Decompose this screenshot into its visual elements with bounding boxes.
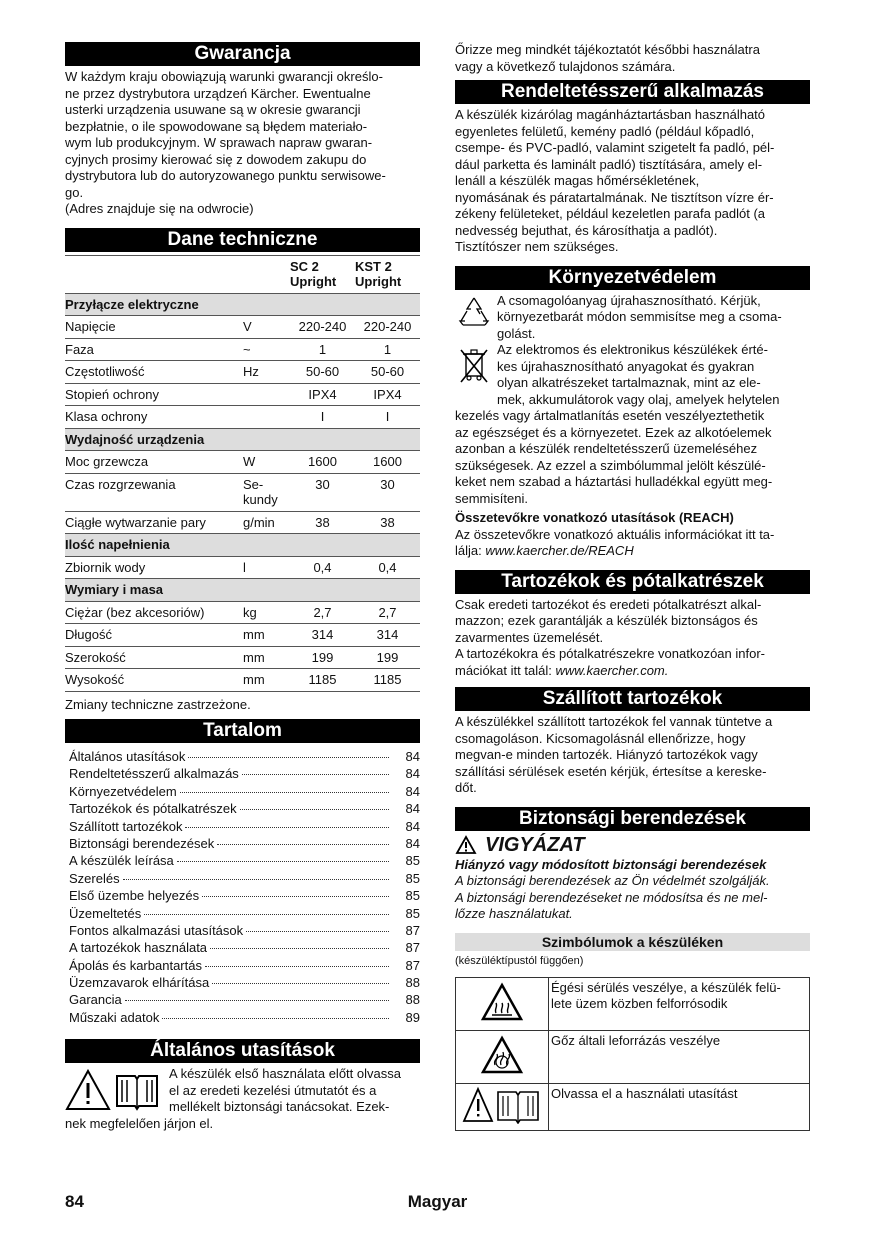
toc-item-title: Üzemzavarok elhárítása [69, 975, 210, 991]
toc-item[interactable] [65, 766, 420, 783]
weee-row [455, 342, 810, 408]
section-title-szallitott: Szállított tartozékok [455, 687, 810, 711]
toc-item-page: 87 [405, 922, 420, 938]
warning-heading [455, 834, 810, 857]
spec-row [65, 601, 420, 624]
toc-item[interactable] [65, 749, 420, 766]
symbols-note: (készüléktípustól függően) [455, 954, 584, 967]
spec-cell-v1: I [290, 406, 355, 429]
section-title-kornyezet: Környezetvédelem [455, 266, 810, 290]
reach-title: Összetevőkre vonatkozó utasítások (REACH) [455, 510, 734, 525]
page-number: 84 [65, 1192, 84, 1211]
spec-row [65, 556, 420, 579]
toc-item[interactable] [65, 888, 420, 905]
toc-item-title: Üzemeltetés [69, 905, 142, 921]
toc-item-page: 84 [405, 818, 420, 834]
toc-item-page: 84 [405, 783, 420, 799]
spec-cell-v2: 1185 [355, 669, 420, 692]
spec-row [65, 646, 420, 669]
spec-cell-v1: 1600 [290, 451, 355, 474]
tartozekok-text-body: Csak eredeti tartozékot és eredeti pótalkatrészt alkal- mazzon; ezek garantálják a készülék biztonságos és zavarmentes üzemelését. A tartozékokra és pótalkatrészekre vonatkozóan infor- mációkat itt talál: [455, 596, 765, 678]
toc-item-title: Ápolás és karbantartás [69, 957, 202, 973]
intro-text: Őrizze meg mindkét tájékoztatót későbbi használatra vagy a következő tulajdonos számára. [455, 42, 760, 74]
spec-cell-v1: 2,7 [290, 601, 355, 624]
spec-group-title: Przyłącze elektryczne [65, 293, 420, 316]
toc-item[interactable] [65, 958, 420, 975]
toc-item-page: 84 [405, 766, 420, 782]
toc-item[interactable] [65, 836, 420, 853]
toc-item[interactable] [65, 871, 420, 888]
section-title-tartozekok: Tartozékok és pótalkatrészek [455, 570, 810, 594]
toc-item-title: Környezetvédelem [69, 783, 177, 799]
toc-dots [217, 844, 389, 845]
toc-dots [125, 1000, 389, 1001]
section-title-biztonsagi: Biztonsági berendezések [455, 807, 810, 831]
toc-item[interactable] [65, 906, 420, 923]
spec-group-row [65, 579, 420, 602]
symbol-row-steam [456, 1031, 810, 1084]
spec-cell-unit: l [243, 556, 290, 579]
toc-item-title: A készülék leírása [69, 853, 174, 869]
weee-text-side: Az elektromos és elektronikus készülékek érté- kes újrahasznosítható anyagokat és gyakran olyan alkatrészeket tartalmaznak, mint az ele- mek, akkumulátorok vagy olaj, amelyek helytelen [497, 342, 780, 407]
table-of-contents [65, 749, 420, 1027]
spec-header-row [65, 255, 420, 293]
spec-cell-unit: mm [243, 669, 290, 692]
spec-cell-unit: kg [243, 601, 290, 624]
spec-cell-label: Klasa ochrony [65, 406, 243, 429]
section-title-dane: Dane techniczne [65, 228, 420, 252]
toc-item[interactable] [65, 784, 420, 801]
spec-cell-label: Długość [65, 624, 243, 647]
spec-cell-label: Stopień ochrony [65, 383, 243, 406]
spec-col-kst2: KST 2 Upright [355, 255, 420, 293]
caution-icon [455, 835, 477, 855]
recycle-icon [457, 295, 491, 329]
toc-item-title: Biztonsági berendezések [69, 835, 215, 851]
spec-note: Zmiany techniczne zastrzeżone. [65, 696, 251, 712]
spec-row [65, 361, 420, 384]
symbol-row-manual [456, 1084, 810, 1131]
spec-cell-v2: 220-240 [355, 316, 420, 339]
toc-dots [212, 983, 389, 984]
spec-cell-label: Ciągłe wytwarzanie pary [65, 511, 243, 534]
spec-row [65, 473, 420, 511]
reach-text [455, 527, 810, 560]
toc-dots [242, 774, 389, 775]
spec-cell-unit: Hz [243, 361, 290, 384]
rendeltetes-text: A készülék kizárólag magánháztartásban használható egyenletes felületű, kemény padló (például kőpadló, csempe- és PVC-padló, valamint szigetelt fa padló, pél- dául parketta és laminált padló) tisztítására, amely el- lenáll a készülék magas hőmérsékletének, nyomásának és páratartalmának. Ne tisztítson vízre ér- zékeny felületeket, például kezeletlen parafa padlót (a nedvesség bejuthat, és károsíthatja a padlót). Tisztítószer nem szükséges. [455, 107, 775, 254]
toc-item[interactable] [65, 1010, 420, 1027]
spec-cell-v2: 199 [355, 646, 420, 669]
toc-dots [246, 931, 389, 932]
spec-row [65, 338, 420, 361]
toc-item-page: 89 [405, 1009, 420, 1025]
spec-cell-v2: 1 [355, 338, 420, 361]
spec-group-row [65, 293, 420, 316]
spec-cell-v2: 314 [355, 624, 420, 647]
warning-text: A biztonsági berendezések az Ön védelmét szolgálják. A biztonsági berendezéseket ne módosítsa és ne mel- lőzze használatukat. [455, 873, 770, 921]
hot-surface-icon [480, 982, 524, 1022]
toc-item-title: Tartozékok és pótalkatrészek [69, 801, 237, 817]
spec-cell-unit: ~ [243, 338, 290, 361]
spec-cell-v2: 50-60 [355, 361, 420, 384]
toc-item-title: Garancia [69, 992, 122, 1008]
read-manual-icon [462, 1086, 542, 1124]
toc-item[interactable] [65, 975, 420, 992]
spec-cell-v1: 220-240 [290, 316, 355, 339]
toc-item[interactable] [65, 819, 420, 836]
warning-triangle-icon [65, 1068, 111, 1112]
toc-dots [210, 948, 389, 949]
symbols-table [455, 977, 810, 1131]
toc-item[interactable] [65, 940, 420, 957]
spec-col-sc2: SC 2 Upright [290, 255, 355, 293]
symbols-title: Szimbólumok a készüléken [455, 933, 810, 951]
toc-item-page: 88 [405, 992, 420, 1008]
toc-item-page: 85 [405, 870, 420, 886]
toc-dots [123, 879, 389, 880]
weee-text-full: kezelés vagy ártalmatlanítás esetén veszélyeztethetik az egészséget és a környezetet. Ezek az alkotóelemek azonban a készülék rendeltetésszerű üzemeléséhez szükségesek. Az ezzel a szimbólummal jelölt készülé- keket nem szabad a háztartási hulladékkal együtt meg- semmisíteni. [455, 408, 773, 506]
spec-cell-v2: 1600 [355, 451, 420, 474]
spec-cell-v1: 314 [290, 624, 355, 647]
reach-link[interactable]: www.kaercher.de/REACH [485, 543, 634, 558]
crossed-bin-icon [457, 346, 491, 386]
toc-item-title: Szerelés [69, 870, 120, 886]
spec-cell-v1: 30 [290, 473, 355, 511]
section-title-altalanos: Általános utasítások [65, 1039, 420, 1063]
spec-cell-unit: V [243, 316, 290, 339]
tartozekok-text [455, 597, 810, 680]
spec-cell-unit: Se- kundy [243, 473, 290, 511]
toc-item-title: A tartozékok használata [69, 940, 208, 956]
recycle-row [455, 293, 810, 343]
altalanos-text-full: nek megfelelően járjon el. [65, 1115, 214, 1131]
altalanos-row [65, 1066, 420, 1116]
spec-group-row [65, 428, 420, 451]
toc-dots [202, 896, 389, 897]
section-title-gwarancja: Gwarancja [65, 42, 420, 66]
altalanos-text-side: A készülék első használata előtt olvassa el az eredeti kezelési útmutatót és a mellékelt biztonsági tanácsokat. Ezek- [169, 1066, 401, 1115]
spec-cell-label: Faza [65, 338, 243, 361]
toc-dots [177, 861, 389, 862]
toc-dots [144, 914, 389, 915]
spec-cell-unit: mm [243, 624, 290, 647]
steam-scald-icon [480, 1035, 524, 1075]
spec-cell-v1: 1185 [290, 669, 355, 692]
spec-cell-unit [243, 383, 290, 406]
szallitott-text: A készülékkel szállított tartozékok fel vannak tüntetve a csomagoláson. Kicsomagolásnál ellenőrizze, hogy megvan-e minden tartozék. Hiányzó tartozékok vagy szállítási sérülések esetén kérjük, értesítse a kereske- dőt. [455, 714, 773, 795]
toc-item-title: Rendeltetésszerű alkalmazás [69, 766, 239, 782]
spec-cell-v1: 1 [290, 338, 355, 361]
spec-group-title: Ilość napełnienia [65, 534, 420, 557]
spec-cell-label: Moc grzewcza [65, 451, 243, 474]
left-column [65, 42, 420, 1132]
spec-cell-label: Zbiornik wody [65, 556, 243, 579]
toc-dots [180, 792, 389, 793]
toc-dots [188, 757, 389, 758]
spec-row [65, 383, 420, 406]
toc-item-title: Fontos alkalmazási utasítások [69, 922, 244, 938]
manual-book-icon [113, 1068, 161, 1112]
toc-item-page: 84 [405, 835, 420, 851]
toc-item-page: 87 [405, 940, 420, 956]
section-title-rendeltetes: Rendeltetésszerű alkalmazás [455, 80, 810, 104]
symbol-row-hot [456, 978, 810, 1031]
page-language: Magyar [407, 1192, 468, 1211]
spec-cell-unit: mm [243, 646, 290, 669]
spec-cell-v2: 38 [355, 511, 420, 534]
spec-cell-label: Szerokość [65, 646, 243, 669]
spec-cell-v1: 38 [290, 511, 355, 534]
toc-dots [185, 827, 389, 828]
toc-dots [240, 809, 389, 810]
spec-cell-v2: 30 [355, 473, 420, 511]
spec-cell-label: Czas rozgrzewania [65, 473, 243, 511]
toc-item-page: 84 [405, 749, 420, 764]
spec-row [65, 316, 420, 339]
spec-group-title: Wymiary i masa [65, 579, 420, 602]
toc-item-page: 85 [405, 905, 420, 921]
reach-text-body: Az összetevőkre vonatkozó aktuális információkat itt ta- lálja: [455, 526, 775, 558]
right-column [455, 42, 810, 1131]
toc-item-page: 85 [405, 888, 420, 904]
spec-cell-unit: g/min [243, 511, 290, 534]
spec-cell-v1: IPX4 [290, 383, 355, 406]
spec-cell-unit: W [243, 451, 290, 474]
section-title-tartalom: Tartalom [65, 719, 420, 743]
spec-cell-v2: IPX4 [355, 383, 420, 406]
symbol-text-manual: Olvassa el a használati utasítást [549, 1084, 810, 1131]
spec-row [65, 669, 420, 692]
toc-item-title: Műszaki adatok [69, 1009, 160, 1025]
spec-cell-v1: 50-60 [290, 361, 355, 384]
spec-row [65, 624, 420, 647]
spec-cell-v2: I [355, 406, 420, 429]
toc-item-title: Első üzembe helyezés [69, 888, 200, 904]
symbol-text-steam: Gőz általi leforrázás veszélye [549, 1031, 810, 1084]
recycle-text: A csomagolóanyag újrahasznosítható. Kérjük, környezetbarát módon semmisítse meg a csoma- golást. [497, 292, 782, 341]
spec-cell-unit [243, 406, 290, 429]
spec-cell-v1: 0,4 [290, 556, 355, 579]
toc-item-page: 85 [405, 853, 420, 869]
spec-cell-label: Ciężar (bez akcesoriów) [65, 601, 243, 624]
spec-cell-label: Napięcie [65, 316, 243, 339]
spec-cell-v1: 199 [290, 646, 355, 669]
spec-cell-v2: 0,4 [355, 556, 420, 579]
toc-item[interactable] [65, 853, 420, 870]
spec-table [65, 255, 420, 692]
toc-item-title: Szállított tartozékok [69, 818, 183, 834]
spec-cell-v2: 2,7 [355, 601, 420, 624]
kaercher-link[interactable]: www.kaercher.com. [555, 662, 669, 678]
toc-item-page: 84 [405, 801, 420, 817]
toc-dots [162, 1018, 389, 1019]
toc-item[interactable] [65, 992, 420, 1009]
spec-row [65, 511, 420, 534]
spec-group-row [65, 534, 420, 557]
toc-dots [205, 966, 389, 967]
toc-item[interactable] [65, 801, 420, 818]
spec-group-title: Wydajność urządzenia [65, 428, 420, 451]
gwarancja-text: W każdym kraju obowiązują warunki gwarancji określo- ne przez dystrybutora urządzeń Kärcher. Ewentualne usterki urządzenia usuwane są w okresie gwarancji bezpłatnie, o ile spowodowane są błędem materiało- wym lub produkcyjnym. W sprawach napraw gwaran- cyjnych prosimy kierować się z dowodem zakupu do dystrybutora lub do autoryzowanego punktu serwisowe- go. (Adres znajduje się na odwrocie) [65, 69, 386, 216]
toc-item-page: 87 [405, 957, 420, 973]
toc-item-page: 88 [405, 975, 420, 991]
toc-item-title: Általános utasítások [69, 749, 186, 764]
spec-row [65, 406, 420, 429]
spec-cell-label: Częstotliwość [65, 361, 243, 384]
warning-label: VIGYÁZAT [485, 833, 585, 856]
spec-row [65, 451, 420, 474]
spec-cell-label: Wysokość [65, 669, 243, 692]
warning-subtitle: Hiányzó vagy módosított biztonsági berendezések [455, 856, 767, 872]
symbol-text-hot: Égési sérülés veszélye, a készülék felü- lete üzem közben felforrósodik [549, 978, 810, 1031]
toc-item[interactable] [65, 923, 420, 940]
